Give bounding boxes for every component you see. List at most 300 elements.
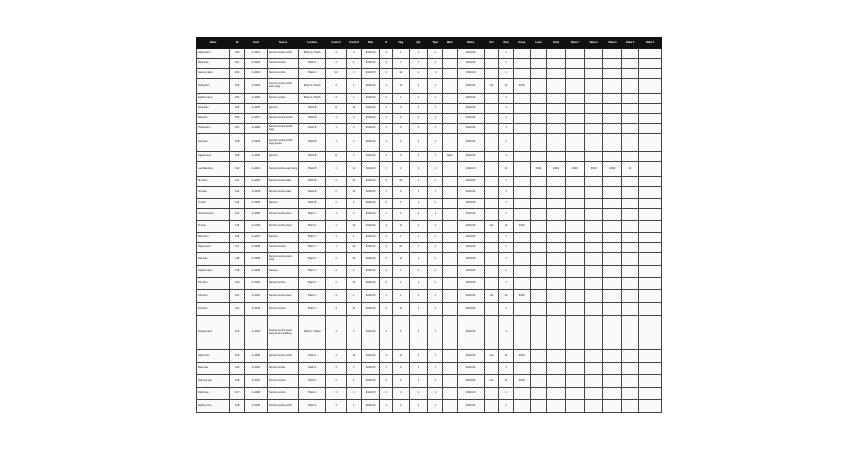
table-cell[interactable]: 1	[409, 49, 428, 59]
table-cell[interactable]	[513, 233, 530, 243]
table-cell[interactable]: Service centre north east wing	[267, 79, 298, 94]
table-cell[interactable]: 1	[428, 400, 443, 413]
table-cell[interactable]: A-1027	[244, 114, 267, 124]
table-cell[interactable]	[565, 187, 584, 199]
table-cell[interactable]	[603, 221, 622, 233]
table-cell[interactable]	[622, 49, 639, 59]
table-cell[interactable]	[638, 400, 661, 413]
table-cell[interactable]: Service centre north	[267, 49, 298, 59]
table-cell[interactable]	[603, 134, 622, 152]
table-cell[interactable]: 1	[380, 363, 393, 375]
table-cell[interactable]	[442, 290, 457, 303]
table-cell[interactable]	[484, 104, 499, 114]
table-cell[interactable]	[513, 114, 530, 124]
table-cell[interactable]: Delta item	[197, 79, 230, 94]
table-cell[interactable]: 2	[326, 266, 347, 278]
table-cell[interactable]: 2	[326, 187, 347, 199]
table-cell[interactable]: 11	[499, 375, 514, 388]
table-cell[interactable]	[530, 79, 547, 94]
table-cell[interactable]: 1	[409, 350, 428, 363]
table-cell[interactable]: 2019-03	[361, 290, 380, 303]
table-cell[interactable]: 2019	[513, 221, 530, 233]
table-cell[interactable]: 1	[380, 187, 393, 199]
table-cell[interactable]: 1	[409, 94, 428, 104]
table-cell[interactable]: 1	[428, 162, 443, 177]
table-cell[interactable]	[513, 243, 530, 253]
table-cell[interactable]: 1	[409, 290, 428, 303]
table-cell[interactable]: 1	[347, 316, 362, 350]
table-cell[interactable]: Plant C	[299, 243, 326, 253]
table-cell[interactable]: 1	[409, 114, 428, 124]
table-cell[interactable]: 1	[409, 162, 428, 177]
table-cell[interactable]	[484, 209, 499, 221]
table-cell[interactable]: 106	[230, 114, 245, 124]
table-cell[interactable]: Plant C	[299, 209, 326, 221]
table-cell[interactable]	[622, 400, 639, 413]
table-cell[interactable]	[530, 104, 547, 114]
table-cell[interactable]: A-1036	[244, 221, 267, 233]
table-cell[interactable]	[603, 388, 622, 400]
table-cell[interactable]: 113	[230, 199, 245, 209]
table-cell[interactable]: 2	[347, 49, 362, 59]
table-cell[interactable]: 1	[409, 278, 428, 290]
table-cell[interactable]: 11	[347, 104, 362, 114]
table-cell[interactable]: 117	[230, 243, 245, 253]
table-cell[interactable]: 1	[409, 233, 428, 243]
table-cell[interactable]	[603, 79, 622, 94]
column-header[interactable]: Ref	[484, 38, 499, 49]
table-cell[interactable]	[565, 79, 584, 94]
table-cell[interactable]	[603, 177, 622, 187]
table-cell[interactable]: 2019-03	[457, 303, 484, 316]
table-cell[interactable]	[638, 363, 661, 375]
table-cell[interactable]: Plant B	[299, 187, 326, 199]
table-cell[interactable]: 124	[230, 350, 245, 363]
table-cell[interactable]: 1	[428, 278, 443, 290]
table-cell[interactable]	[513, 266, 530, 278]
table-cell[interactable]: 1	[428, 233, 443, 243]
table-cell[interactable]: 1	[499, 303, 514, 316]
table-cell[interactable]	[603, 59, 622, 69]
table-cell[interactable]	[565, 199, 584, 209]
table-cell[interactable]	[530, 69, 547, 79]
table-row[interactable]	[197, 253, 662, 266]
table-cell[interactable]: 4	[326, 363, 347, 375]
table-cell[interactable]: A-1035	[244, 209, 267, 221]
table-cell[interactable]: Plant A	[299, 59, 326, 69]
table-cell[interactable]: Service centre south wing annex	[267, 134, 298, 152]
table-cell[interactable]: 2019-03	[361, 79, 380, 94]
table-cell[interactable]	[530, 152, 547, 162]
table-cell[interactable]: 2019-03	[457, 134, 484, 152]
table-cell[interactable]	[565, 375, 584, 388]
table-cell[interactable]	[484, 114, 499, 124]
table-cell[interactable]: 11	[622, 162, 639, 177]
table-cell[interactable]: 1	[380, 59, 393, 69]
table-cell[interactable]	[584, 363, 603, 375]
table-cell[interactable]: 1	[428, 134, 443, 152]
table-cell[interactable]: 2019-03	[361, 162, 380, 177]
table-cell[interactable]: 2019-03	[361, 187, 380, 199]
table-cell[interactable]: 1	[380, 209, 393, 221]
table-cell[interactable]: 11	[392, 221, 409, 233]
table-cell[interactable]: 1	[326, 233, 347, 243]
table-cell[interactable]	[622, 134, 639, 152]
table-cell[interactable]: 1	[347, 290, 362, 303]
table-cell[interactable]	[622, 243, 639, 253]
table-cell[interactable]: 119	[230, 266, 245, 278]
table-cell[interactable]: 103	[230, 79, 245, 94]
table-cell[interactable]	[638, 303, 661, 316]
table-cell[interactable]	[603, 243, 622, 253]
table-cell[interactable]	[530, 400, 547, 413]
table-cell[interactable]: 1	[347, 388, 362, 400]
table-cell[interactable]: 2019-03	[361, 177, 380, 187]
table-row[interactable]	[197, 69, 662, 79]
table-cell[interactable]: 1	[347, 79, 362, 94]
table-cell[interactable]	[603, 253, 622, 266]
table-cell[interactable]	[565, 134, 584, 152]
table-cell[interactable]: 1	[380, 114, 393, 124]
table-cell[interactable]: 1	[499, 233, 514, 243]
table-cell[interactable]: 3	[392, 104, 409, 114]
table-cell[interactable]	[484, 233, 499, 243]
table-cell[interactable]	[638, 114, 661, 124]
table-cell[interactable]	[513, 316, 530, 350]
table-row[interactable]	[197, 221, 662, 233]
table-cell[interactable]	[547, 278, 566, 290]
table-cell[interactable]: 2	[380, 388, 393, 400]
table-cell[interactable]: 1	[326, 209, 347, 221]
table-cell[interactable]	[484, 316, 499, 350]
table-cell[interactable]: 1	[428, 303, 443, 316]
table-cell[interactable]: 1	[409, 199, 428, 209]
table-cell[interactable]: Plant B	[299, 104, 326, 114]
table-cell[interactable]: A-1025	[244, 94, 267, 104]
table-cell[interactable]: 2	[392, 114, 409, 124]
table-cell[interactable]: 2019-03	[457, 290, 484, 303]
table-cell[interactable]	[622, 316, 639, 350]
table-cell[interactable]	[584, 124, 603, 134]
table-cell[interactable]: 2019-03	[457, 177, 484, 187]
table-cell[interactable]: 8	[326, 152, 347, 162]
table-cell[interactable]	[622, 221, 639, 233]
table-cell[interactable]: Alpha item	[197, 49, 230, 59]
table-cell[interactable]: 1	[409, 187, 428, 199]
table-cell[interactable]	[442, 388, 457, 400]
table-cell[interactable]: 1	[409, 266, 428, 278]
table-cell[interactable]: 1	[380, 290, 393, 303]
table-cell[interactable]	[547, 233, 566, 243]
table-cell[interactable]	[603, 187, 622, 199]
table-cell[interactable]: 11	[347, 177, 362, 187]
table-cell[interactable]	[442, 114, 457, 124]
table-cell[interactable]: 1	[428, 124, 443, 134]
table-cell[interactable]: 2019-03	[457, 400, 484, 413]
table-cell[interactable]: A-1033	[244, 187, 267, 199]
table-cell[interactable]: 2019-03	[361, 114, 380, 124]
table-cell[interactable]: 2019	[513, 375, 530, 388]
table-cell[interactable]	[530, 266, 547, 278]
table-cell[interactable]: 1	[380, 400, 393, 413]
table-cell[interactable]	[584, 375, 603, 388]
table-row[interactable]	[197, 316, 662, 350]
table-cell[interactable]: Xi item	[197, 199, 230, 209]
table-cell[interactable]: A-1032	[244, 177, 267, 187]
table-row[interactable]	[197, 209, 662, 221]
table-cell[interactable]: 11	[347, 303, 362, 316]
table-cell[interactable]: 107	[230, 124, 245, 134]
table-cell[interactable]: 1	[428, 253, 443, 266]
table-cell[interactable]: 2019-03	[361, 303, 380, 316]
table-cell[interactable]	[603, 199, 622, 209]
table-cell[interactable]: 2019-03	[361, 221, 380, 233]
table-cell[interactable]: 2019	[603, 162, 622, 177]
table-cell[interactable]: 2	[392, 209, 409, 221]
table-cell[interactable]	[584, 253, 603, 266]
table-cell[interactable]	[603, 124, 622, 134]
table-cell[interactable]	[547, 266, 566, 278]
table-cell[interactable]: 1	[499, 388, 514, 400]
table-cell[interactable]: 2019-03	[361, 59, 380, 69]
table-cell[interactable]: 2019-03	[457, 243, 484, 253]
table-cell[interactable]	[565, 253, 584, 266]
table-cell[interactable]	[603, 303, 622, 316]
table-cell[interactable]	[638, 375, 661, 388]
table-cell[interactable]: 2019-03	[361, 375, 380, 388]
table-cell[interactable]	[565, 388, 584, 400]
table-cell[interactable]: Beta item	[197, 59, 230, 69]
table-cell[interactable]	[513, 152, 530, 162]
table-row[interactable]	[197, 303, 662, 316]
table-cell[interactable]	[547, 388, 566, 400]
table-cell[interactable]: 12	[347, 221, 362, 233]
table-cell[interactable]	[622, 187, 639, 199]
table-cell[interactable]: 2019-03	[457, 94, 484, 104]
table-cell[interactable]: 111	[230, 177, 245, 187]
table-row[interactable]	[197, 233, 662, 243]
table-row[interactable]	[197, 94, 662, 104]
table-cell[interactable]: 1	[347, 59, 362, 69]
table-cell[interactable]: Mu item	[197, 177, 230, 187]
table-cell[interactable]: 2019-03	[457, 350, 484, 363]
table-cell[interactable]	[584, 350, 603, 363]
table-cell[interactable]: 2	[392, 316, 409, 350]
table-cell[interactable]	[547, 187, 566, 199]
table-cell[interactable]	[513, 400, 530, 413]
table-cell[interactable]	[638, 243, 661, 253]
table-cell[interactable]: 1	[326, 134, 347, 152]
table-cell[interactable]	[638, 152, 661, 162]
table-cell[interactable]: 2019	[513, 290, 530, 303]
table-cell[interactable]: 1	[428, 199, 443, 209]
table-cell[interactable]: 2	[347, 134, 362, 152]
table-cell[interactable]	[622, 388, 639, 400]
table-cell[interactable]: 2019-03	[457, 209, 484, 221]
table-cell[interactable]: Service centre	[267, 388, 298, 400]
table-cell[interactable]: Delta two	[197, 388, 230, 400]
table-cell[interactable]: 12	[499, 290, 514, 303]
table-cell[interactable]: Service centre	[267, 94, 298, 104]
table-cell[interactable]	[584, 59, 603, 69]
table-cell[interactable]: 2019-03	[457, 221, 484, 233]
table-cell[interactable]	[442, 363, 457, 375]
table-cell[interactable]	[565, 316, 584, 350]
table-cell[interactable]: A-1042	[244, 290, 267, 303]
table-cell[interactable]	[547, 363, 566, 375]
table-cell[interactable]: 12	[392, 253, 409, 266]
table-cell[interactable]: 104	[230, 94, 245, 104]
table-cell[interactable]: Plant B	[299, 134, 326, 152]
column-header[interactable]: Extra	[547, 38, 566, 49]
table-cell[interactable]: Service	[267, 152, 298, 162]
table-cell[interactable]: Service centre south	[267, 114, 298, 124]
table-cell[interactable]	[513, 49, 530, 59]
table-cell[interactable]: 1	[347, 400, 362, 413]
table-row[interactable]	[197, 59, 662, 69]
table-cell[interactable]: Plant A	[299, 375, 326, 388]
table-cell[interactable]: 1	[428, 350, 443, 363]
table-cell[interactable]	[603, 266, 622, 278]
table-cell[interactable]	[442, 253, 457, 266]
table-cell[interactable]	[547, 316, 566, 350]
table-cell[interactable]: 1	[428, 177, 443, 187]
table-cell[interactable]: Service centre north	[267, 350, 298, 363]
table-cell[interactable]: 11	[347, 162, 362, 177]
table-cell[interactable]: 1	[380, 79, 393, 94]
table-cell[interactable]: A-1038	[244, 243, 267, 253]
table-cell[interactable]	[442, 221, 457, 233]
table-cell[interactable]: Iota item	[197, 134, 230, 152]
table-cell[interactable]: 2019	[513, 350, 530, 363]
table-cell[interactable]: Plant C	[299, 278, 326, 290]
table-row[interactable]	[197, 363, 662, 375]
table-cell[interactable]	[584, 94, 603, 104]
table-cell[interactable]: 2019-03	[361, 233, 380, 243]
table-cell[interactable]	[638, 253, 661, 266]
table-cell[interactable]	[622, 69, 639, 79]
table-cell[interactable]	[638, 199, 661, 209]
table-cell[interactable]: 105	[230, 104, 245, 114]
table-cell[interactable]	[442, 375, 457, 388]
table-cell[interactable]: Service centre	[267, 69, 298, 79]
table-cell[interactable]: 1	[380, 233, 393, 243]
table-cell[interactable]: 2	[380, 253, 393, 266]
table-row[interactable]	[197, 266, 662, 278]
table-cell[interactable]: 1	[428, 49, 443, 59]
table-cell[interactable]: A-1023	[244, 69, 267, 79]
table-cell[interactable]	[484, 177, 499, 187]
table-cell[interactable]	[638, 187, 661, 199]
table-cell[interactable]: 1	[499, 209, 514, 221]
table-cell[interactable]: Plant B	[299, 177, 326, 187]
table-cell[interactable]	[565, 221, 584, 233]
table-cell[interactable]	[513, 187, 530, 199]
table-cell[interactable]	[603, 290, 622, 303]
table-cell[interactable]	[584, 199, 603, 209]
table-cell[interactable]: 1	[428, 69, 443, 79]
table-cell[interactable]: 1	[409, 79, 428, 94]
table-cell[interactable]	[603, 363, 622, 375]
table-cell[interactable]: 1	[499, 278, 514, 290]
table-cell[interactable]: 2	[392, 162, 409, 177]
table-cell[interactable]	[547, 69, 566, 79]
table-cell[interactable]: 2	[326, 177, 347, 187]
table-cell[interactable]: A-1043	[244, 303, 267, 316]
table-cell[interactable]: A-1031	[244, 162, 267, 177]
table-cell[interactable]: Omega item	[197, 316, 230, 350]
table-cell[interactable]: Service	[267, 104, 298, 114]
table-cell[interactable]: 1	[499, 177, 514, 187]
table-cell[interactable]: 112	[230, 187, 245, 199]
table-cell[interactable]	[603, 209, 622, 221]
table-cell[interactable]: 1	[499, 152, 514, 162]
table-cell[interactable]: 11	[392, 79, 409, 94]
table-cell[interactable]	[442, 162, 457, 177]
table-cell[interactable]	[603, 233, 622, 243]
table-cell[interactable]: 11	[392, 243, 409, 253]
table-cell[interactable]: 1	[499, 363, 514, 375]
table-cell[interactable]	[565, 266, 584, 278]
table-cell[interactable]: A-1045	[244, 350, 267, 363]
table-cell[interactable]: Service centre west wing	[267, 253, 298, 266]
table-cell[interactable]: 1	[499, 49, 514, 59]
table-cell[interactable]: 2019-03	[361, 49, 380, 59]
table-cell[interactable]	[530, 375, 547, 388]
table-cell[interactable]: 1	[499, 134, 514, 152]
table-cell[interactable]: 11	[499, 162, 514, 177]
table-cell[interactable]: 3	[380, 69, 393, 79]
table-cell[interactable]: 2019-03	[457, 124, 484, 134]
table-cell[interactable]: 2	[347, 69, 362, 79]
table-cell[interactable]	[547, 243, 566, 253]
table-cell[interactable]: Plant B	[299, 199, 326, 209]
table-cell[interactable]: 1	[499, 124, 514, 134]
table-cell[interactable]: Gamma item	[197, 69, 230, 79]
table-cell[interactable]	[603, 316, 622, 350]
table-cell[interactable]: 1	[380, 375, 393, 388]
table-cell[interactable]	[547, 400, 566, 413]
table-cell[interactable]	[638, 134, 661, 152]
table-cell[interactable]: A-1034	[244, 199, 267, 209]
column-header[interactable]: Value 5	[638, 38, 661, 49]
table-cell[interactable]: Plant B	[299, 124, 326, 134]
table-cell[interactable]: 1	[380, 316, 393, 350]
table-cell[interactable]: 1	[428, 152, 443, 162]
table-cell[interactable]: 1	[392, 59, 409, 69]
table-cell[interactable]: 1	[409, 152, 428, 162]
table-cell[interactable]: 1	[499, 266, 514, 278]
table-cell[interactable]	[638, 79, 661, 94]
table-cell[interactable]	[513, 209, 530, 221]
table-cell[interactable]	[530, 233, 547, 243]
table-cell[interactable]: 2	[392, 199, 409, 209]
table-cell[interactable]	[442, 243, 457, 253]
table-cell[interactable]	[584, 79, 603, 94]
table-row[interactable]	[197, 152, 662, 162]
table-cell[interactable]: 2019-03	[457, 278, 484, 290]
table-cell[interactable]	[442, 266, 457, 278]
table-cell[interactable]	[565, 124, 584, 134]
table-cell[interactable]: 3	[326, 290, 347, 303]
table-cell[interactable]	[442, 209, 457, 221]
table-cell[interactable]: Nu item	[197, 187, 230, 199]
table-cell[interactable]: 1	[499, 199, 514, 209]
table-cell[interactable]: 2	[392, 375, 409, 388]
table-cell[interactable]	[513, 162, 530, 177]
table-cell[interactable]	[638, 350, 661, 363]
table-cell[interactable]: 2019-03	[457, 266, 484, 278]
